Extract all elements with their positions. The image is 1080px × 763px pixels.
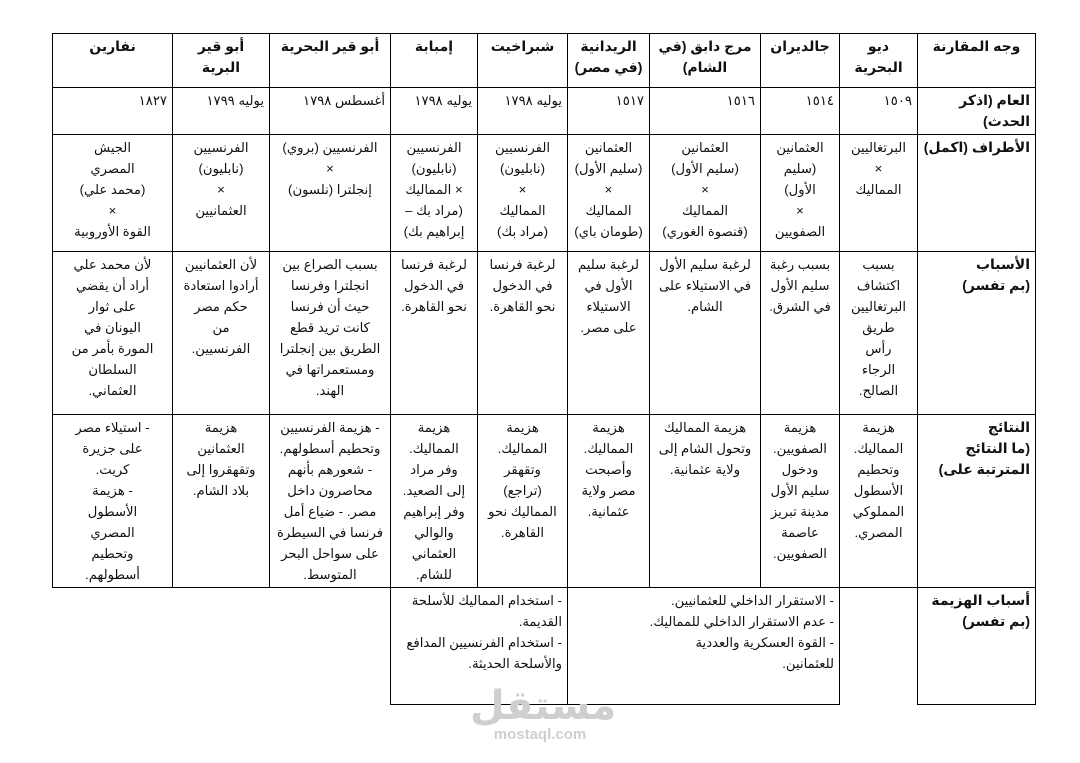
cell-line: × المماليك xyxy=(405,182,463,197)
cell-line: ديو xyxy=(867,38,890,54)
causes-diu xyxy=(840,252,918,415)
cell-line: المماليك xyxy=(681,203,729,218)
cell-line: المملوكي xyxy=(852,504,905,519)
cell-line: البرتغاليين xyxy=(850,140,906,155)
cell-line: القاهرة. xyxy=(500,525,545,540)
cell-line: أبو قير xyxy=(197,38,245,54)
cell-line: البرية xyxy=(201,59,241,75)
cell-line: من xyxy=(212,320,230,335)
results-abuqir-naval xyxy=(270,415,391,588)
cell-line: وفر إبراهيم xyxy=(403,504,465,519)
cell-line: المماليك نحو xyxy=(488,504,557,519)
cell-line: × xyxy=(796,203,804,218)
cell-line: - هزيمة xyxy=(92,483,133,498)
cell-line: أسباب الهزيمة xyxy=(931,592,1030,608)
cell-line: أرادوا استعادة xyxy=(183,278,259,293)
results-shubrakhit xyxy=(478,415,568,588)
cell-line: (بم تفسر) xyxy=(962,613,1030,629)
cell-line: ولاية عثمانية. xyxy=(669,462,741,477)
causes-shubrakhit xyxy=(478,252,568,415)
cell-line: للشام. xyxy=(416,567,452,582)
cell-line: بلاد الشام. xyxy=(192,483,250,498)
causes-imbaba xyxy=(391,252,478,415)
cell-line: العثماني. xyxy=(88,383,137,398)
causes-raydaniya xyxy=(568,252,650,415)
cell-line: (نابليون) xyxy=(411,161,457,176)
header-aspect: وجه المقارنة xyxy=(918,34,1036,88)
cell-line: والأسلحة الحديثة. xyxy=(468,656,562,671)
results-abuqir-land xyxy=(173,415,270,588)
cell-line: اكتشاف xyxy=(856,278,901,293)
header-chaldiran xyxy=(761,34,840,88)
cell-line: الحدث) xyxy=(983,113,1030,129)
cell-line: والوالي xyxy=(414,525,454,540)
parties-raydaniya xyxy=(568,135,650,252)
cell-line: كريت. xyxy=(95,462,130,477)
cell-line: عاصمة xyxy=(781,525,819,540)
cell-line: الشام) xyxy=(682,59,728,75)
cell-line: العثمانيين xyxy=(195,203,247,218)
cell-line: في الدخول xyxy=(492,278,553,293)
parties-diu xyxy=(840,135,918,252)
cell-line: (سليم الأول) xyxy=(574,161,643,176)
cell-line: البحرية xyxy=(854,59,903,75)
cell-line: (مراد بك – xyxy=(405,203,463,218)
cell-line: الهند. xyxy=(315,383,345,398)
cell-line: العثمانين xyxy=(681,140,729,155)
cell-line: - استيلاء مصر xyxy=(75,420,150,435)
cell-line: كانت تريد قطع xyxy=(290,320,370,335)
cell-line: لرغبة فرنسا xyxy=(401,257,467,272)
parties-abuqir-naval xyxy=(270,135,391,252)
cell-line: للعثمانين. xyxy=(782,656,834,671)
cell-line: مدينة تبريز xyxy=(770,504,830,519)
row-label-year xyxy=(918,88,1036,135)
year-shubrakhit: يوليه ١٧٩٨ xyxy=(478,88,568,135)
cell-line: × xyxy=(604,182,613,197)
cell-line: (طومان باي) xyxy=(574,224,643,239)
year-imbaba: يوليه ١٧٩٨ xyxy=(391,88,478,135)
cell-line: العثمانين xyxy=(197,441,245,456)
results-raydaniya xyxy=(568,415,650,588)
cell-line: هزيمة xyxy=(417,420,451,435)
year-row xyxy=(53,88,1036,135)
cell-line: هزيمة المماليك xyxy=(663,420,747,435)
cell-line: بسبب xyxy=(862,257,895,272)
results-row xyxy=(53,415,1036,588)
cell-line: الفرنسيين xyxy=(193,140,249,155)
row-label-results xyxy=(918,415,1036,588)
causes-abuqir-naval xyxy=(270,252,391,415)
cell-line: المصري xyxy=(90,525,135,540)
cell-line: في الشرق. xyxy=(769,299,831,314)
cell-line: الصالح. xyxy=(858,383,899,398)
cell-line: المتوسط. xyxy=(303,567,357,582)
cell-line: إنجلترا (نلسون) xyxy=(288,182,372,197)
header-imbaba xyxy=(391,34,478,88)
cell-line: الأسطول xyxy=(853,483,904,498)
cell-line: × xyxy=(701,182,709,197)
watermark-url: mostaql.com xyxy=(493,726,587,743)
cell-line: المصري xyxy=(90,161,135,176)
cell-line: المترتبة على) xyxy=(938,461,1030,477)
cell-line: العثماني xyxy=(411,546,457,561)
cell-line: القوة الأوروبية xyxy=(74,224,151,239)
cell-line: على جزيرة xyxy=(82,441,143,456)
cell-line: هزيمة xyxy=(783,420,817,435)
header-marj-dabiq xyxy=(650,34,761,88)
comparison-table xyxy=(52,33,1036,705)
cell-line: (ما النتائج xyxy=(965,440,1030,456)
cell-line: حيث أن فرنسا xyxy=(290,299,370,314)
cell-line: المماليك xyxy=(499,203,546,218)
year-chaldiran: ١٥١٤ xyxy=(761,88,840,135)
cell-line: نحو القاهرة. xyxy=(489,299,556,314)
cell-line: الفرنسيين xyxy=(494,140,551,155)
results-navarino xyxy=(53,415,173,588)
cell-line: (مراد بك) xyxy=(496,224,549,239)
cell-line: وتحطيم xyxy=(857,462,900,477)
cell-line: - استخدام الفرنسيين المدافع xyxy=(406,635,562,650)
cell-line: حكم مصر xyxy=(194,299,248,314)
header-navarino xyxy=(53,34,173,88)
parties-navarino xyxy=(53,135,173,252)
header-shubrakhit xyxy=(478,34,568,88)
cell-line: (في مصر) xyxy=(574,59,643,75)
cell-line: السلطان xyxy=(88,362,137,377)
cell-line: هزيمة xyxy=(204,420,238,435)
cell-line: الصفويين xyxy=(774,224,826,239)
cell-line: الفرنسيين. xyxy=(191,341,251,356)
cell-line: الشام. xyxy=(687,299,723,314)
cell-line: لرغبة سليم الأول xyxy=(659,257,751,272)
cell-line: لأن العثمانيين xyxy=(184,257,258,272)
cell-line: اليونان في xyxy=(84,320,141,335)
cell-line: مصر ولاية xyxy=(581,483,636,498)
parties-marj-dabiq xyxy=(650,135,761,252)
header-diu xyxy=(840,34,918,88)
defeat-blank-rest xyxy=(53,588,391,705)
header-abuqir-naval xyxy=(270,34,391,88)
cell-line: (بم تفسر) xyxy=(962,277,1030,293)
cell-line: إمبابة xyxy=(414,38,454,54)
cell-line: المماليك xyxy=(585,203,632,218)
cell-line: - استخدام المماليك للأسلحة xyxy=(411,593,562,608)
cell-line: على ثوار xyxy=(88,299,137,314)
cell-line: - القوة العسكرية والعددية xyxy=(695,635,834,650)
cell-line: الريدانية xyxy=(580,38,637,54)
cell-line: الصفويين. xyxy=(773,546,827,561)
defeat-blank-diu xyxy=(840,588,918,705)
cell-line: هزيمة xyxy=(506,420,539,435)
cell-line: الأسباب xyxy=(975,256,1030,272)
results-marj-dabiq xyxy=(650,415,761,588)
cell-line: الأسطول xyxy=(87,504,138,519)
cell-line: الجيش xyxy=(94,140,131,155)
parties-abuqir-land xyxy=(173,135,270,252)
cell-line: × xyxy=(108,203,117,218)
cell-line: لأن محمد علي xyxy=(73,257,152,272)
year-raydaniya: ١٥١٧ xyxy=(568,88,650,135)
cell-line: × xyxy=(326,161,334,176)
cell-line: المماليك. xyxy=(853,441,904,456)
cell-line: لرغبة فرنسا xyxy=(489,257,556,272)
cell-line: الأول في xyxy=(584,278,633,293)
cell-line: وفر مراد xyxy=(410,462,458,477)
causes-navarino xyxy=(53,252,173,415)
cell-line: المماليك xyxy=(855,182,902,197)
cell-line: بسبب رغبة xyxy=(769,257,831,272)
cell-line: هزيمة xyxy=(862,420,895,435)
cell-line: عثمانية. xyxy=(587,504,630,519)
cell-line: الصفويين. xyxy=(773,441,827,456)
cell-line: مرج دابق (في xyxy=(658,38,752,54)
row-label-defeat-causes xyxy=(918,588,1036,705)
cell-line: على مصر. xyxy=(580,320,637,335)
cell-line: جالديران xyxy=(770,38,830,54)
cell-line: (سليم xyxy=(783,161,817,176)
cell-line: المماليك. xyxy=(497,441,548,456)
cell-line: القديمة. xyxy=(518,614,562,629)
year-abuqir-naval: أغسطس ١٧٩٨ xyxy=(270,88,391,135)
cell-line: الطريق بين إنجلترا xyxy=(279,341,381,356)
cell-line: وتحطيم xyxy=(91,546,134,561)
causes-marj-dabiq xyxy=(650,252,761,415)
cell-line: إلى الصعيد. xyxy=(402,483,466,498)
cell-line: النتائج xyxy=(987,419,1030,435)
row-label-parties xyxy=(918,135,1036,252)
cell-line: مصر. - ضياع أمل xyxy=(283,504,377,519)
results-imbaba xyxy=(391,415,478,588)
cell-line: الاستيلاء xyxy=(586,299,631,314)
cell-line: انجلترا وفرنسا xyxy=(290,278,370,293)
defeat-french-mamluk xyxy=(391,588,568,705)
cell-line: × xyxy=(217,182,225,197)
cell-line: × xyxy=(518,182,527,197)
row-label-causes xyxy=(918,252,1036,415)
cell-line: الفرنسيين (بروي) xyxy=(282,140,378,155)
cell-line: (نابليون) xyxy=(500,161,545,176)
cell-line: العثمانين xyxy=(776,140,824,155)
cell-line: (محمد علي) xyxy=(79,182,146,197)
cell-line: (سليم الأول) xyxy=(671,161,739,176)
causes-chaldiran xyxy=(761,252,840,415)
cell-line: سليم الأول xyxy=(770,483,830,498)
cell-line: (قنصوة الغوري) xyxy=(662,224,748,239)
year-abuqir-land: يوليه ١٧٩٩ xyxy=(173,88,270,135)
cell-line: (تراجع) xyxy=(503,483,542,498)
causes-row xyxy=(53,252,1036,415)
cell-line: أسطولهم. xyxy=(85,567,140,582)
cell-line: لرغبة سليم xyxy=(577,257,640,272)
cell-line: وأصبحت xyxy=(585,462,632,477)
cell-line: وتقهقر xyxy=(504,462,541,477)
watermark-logo: مستقل xyxy=(470,684,617,728)
header-raydaniya xyxy=(568,34,650,88)
cell-line: شبراخيت xyxy=(490,38,555,54)
cell-line: المماليك. xyxy=(583,441,634,456)
cell-line: هزيمة xyxy=(592,420,625,435)
cell-line: وتحطيم أسطولهم. xyxy=(279,441,381,456)
cell-line: أراد أن يقضي xyxy=(75,278,149,293)
results-chaldiran xyxy=(761,415,840,588)
cell-line: ومستعمراتها في xyxy=(285,362,375,377)
cell-line: (نابليون) xyxy=(198,161,244,176)
cell-line: أبو قير البحرية xyxy=(280,38,380,54)
parties-imbaba xyxy=(391,135,478,252)
cell-line: المماليك. xyxy=(409,441,459,456)
year-diu: ١٥٠٩ xyxy=(840,88,918,135)
header-abuqir-land xyxy=(173,34,270,88)
cell-line: في الدخول xyxy=(403,278,465,293)
causes-abuqir-land xyxy=(173,252,270,415)
cell-line: - شعورهم بأنهم xyxy=(287,462,373,477)
results-diu xyxy=(840,415,918,588)
cell-line: نحو القاهرة. xyxy=(401,299,467,314)
cell-line: - الاستقرار الداخلي للعثمانيين. xyxy=(670,593,834,608)
parties-shubrakhit xyxy=(478,135,568,252)
cell-line: وتحول الشام إلى xyxy=(658,441,752,456)
cell-line: العثمانين xyxy=(584,140,633,155)
cell-line: المصري. xyxy=(854,525,903,540)
cell-line: نفارين xyxy=(89,38,136,54)
parties-row xyxy=(53,135,1036,252)
defeat-row xyxy=(53,588,1036,705)
cell-line: إبراهيم بك) xyxy=(403,224,465,239)
cell-line: المورة بأمر من xyxy=(71,341,154,356)
year-navarino: ١٨٢٧ xyxy=(53,88,173,135)
cell-line: العام (اذكر xyxy=(959,92,1030,108)
cell-line: محاصرون داخل xyxy=(287,483,373,498)
cell-line: الأول) xyxy=(784,182,816,197)
cell-line: بسبب الصراع بين xyxy=(282,257,378,272)
cell-line: الأطراف (اكمل) xyxy=(923,139,1030,155)
cell-line: رأس xyxy=(865,341,892,356)
cell-line: - عدم الاستقرار الداخلي للمماليك. xyxy=(649,614,834,629)
parties-chaldiran xyxy=(761,135,840,252)
cell-line: البرتغاليين xyxy=(850,299,906,314)
cell-line: سليم الأول xyxy=(770,278,830,293)
header-row xyxy=(53,34,1036,88)
defeat-ottoman-mamluk xyxy=(568,588,840,705)
cell-line: طريق xyxy=(862,320,895,335)
cell-line: في الاستيلاء على xyxy=(658,278,752,293)
cell-line: - هزيمة الفرنسيين xyxy=(280,420,380,435)
cell-line: الرجاء xyxy=(861,362,896,377)
cell-line: × xyxy=(874,161,883,176)
cell-line: وتقهقروا إلى xyxy=(186,462,256,477)
cell-line: ودخول xyxy=(781,462,819,477)
cell-line: الفرنسيين xyxy=(406,140,462,155)
cell-line: على سواحل البحر xyxy=(281,546,379,561)
cell-line: فرنسا في السيطرة xyxy=(276,525,384,540)
year-marj-dabiq: ١٥١٦ xyxy=(650,88,761,135)
